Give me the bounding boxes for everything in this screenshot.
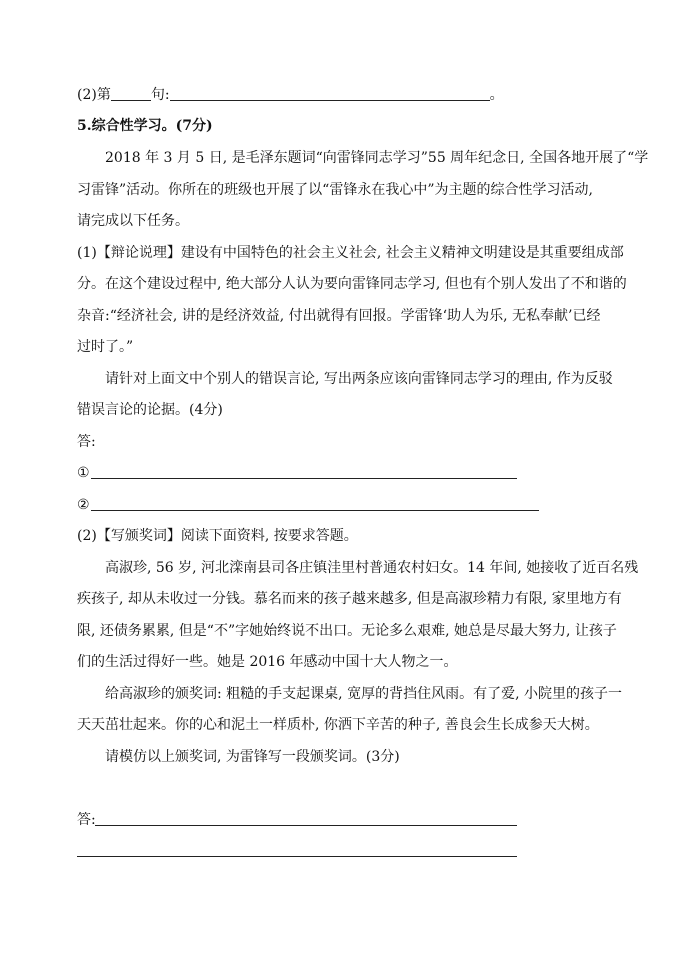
answer-mark-2: ② xyxy=(77,497,90,513)
answer-line-2 xyxy=(77,495,90,515)
part1-task-line: 请针对上面文中个别人的错误言论, 写出两条应该向雷锋同志学习的理由, 作为反驳 xyxy=(105,371,613,387)
part2-answer-label: 答: xyxy=(77,812,96,828)
part1-answer-label: 答: xyxy=(77,434,96,450)
material-line: 限, 还债务累累, 但是“不”字她始终说不出口。无论多么艰难, 她总是尽最大努力, 让孩子 xyxy=(77,623,617,639)
answer-line-1 xyxy=(77,463,90,483)
q2-prefix: (2)第 xyxy=(77,87,111,103)
answer-blank-2[interactable] xyxy=(91,510,539,511)
part2-heading: (2)【写颁奖词】阅读下面资料, 按要求答题。 xyxy=(77,528,358,544)
q2-blank-sentence[interactable] xyxy=(170,86,490,101)
part2-answer-blank-2[interactable] xyxy=(77,856,517,857)
answer-mark-1: ① xyxy=(77,465,90,481)
material-line: 们的生活过得好一些。她是 2016 年感动中国十大人物之一。 xyxy=(77,654,458,670)
q5-intro-line: 习雷锋”活动。你所在的班级也开展了以“雷锋永在我心中”为主题的综合性学习活动, xyxy=(77,182,593,198)
award-line: 天天茁壮起来。你的心和泥土一样质朴, 你洒下辛苦的种子, 善良会生长成参天大树。 xyxy=(77,717,599,733)
q2-mid: 句: xyxy=(150,87,170,103)
q2-fill-line xyxy=(77,85,504,105)
q5-intro-line: 请完成以下任务。 xyxy=(77,213,189,229)
answer-blank-1[interactable] xyxy=(91,478,517,479)
part1-line: 过时了。” xyxy=(77,339,134,355)
material-line: 高淑珍, 56 岁, 河北滦南县司各庄镇洼里村普通农村妇女。14 年间, 她接收了近百名残 xyxy=(105,560,639,576)
award-line: 给高淑珍的颁奖词: 粗糙的手支起课桌, 宽厚的背挡住风雨。有了爱, 小院里的孩子一 xyxy=(105,686,622,702)
part1-line: 分。在这个建设过程中, 绝大部分人认为要向雷锋同志学习, 但也有个别人发出了不和谐的 xyxy=(77,276,627,292)
q2-blank-number[interactable] xyxy=(111,86,151,101)
q5-intro-line: 2018 年 3 月 5 日, 是毛泽东题词“向雷锋同志学习”55 周年纪念日, 全国各地开展了“学 xyxy=(105,150,649,166)
q2-end: 。 xyxy=(489,87,504,103)
part1-line: 杂音:“经济社会, 讲的是经济效益, 付出就得有回报。学雷锋‘助人为乐, 无私奉献’已经 xyxy=(77,308,601,324)
q5-heading: 5.综合性学习。(7分) xyxy=(77,118,213,134)
part1-task-line: 错误言论的论据。(4分) xyxy=(77,402,223,418)
part1-line: (1)【辩论说理】建设有中国特色的社会主义社会, 社会主义精神文明建设是其重要组成部 xyxy=(77,245,624,261)
material-line: 疾孩子, 却从未收过一分钱。慕名而来的孩子越来越多, 但是高淑珍精力有限, 家里地方有 xyxy=(77,591,622,607)
part2-answer-blank-1[interactable] xyxy=(95,825,517,826)
part2-task: 请模仿以上颁奖词, 为雷锋写一段颁奖词。(3分) xyxy=(105,749,400,765)
